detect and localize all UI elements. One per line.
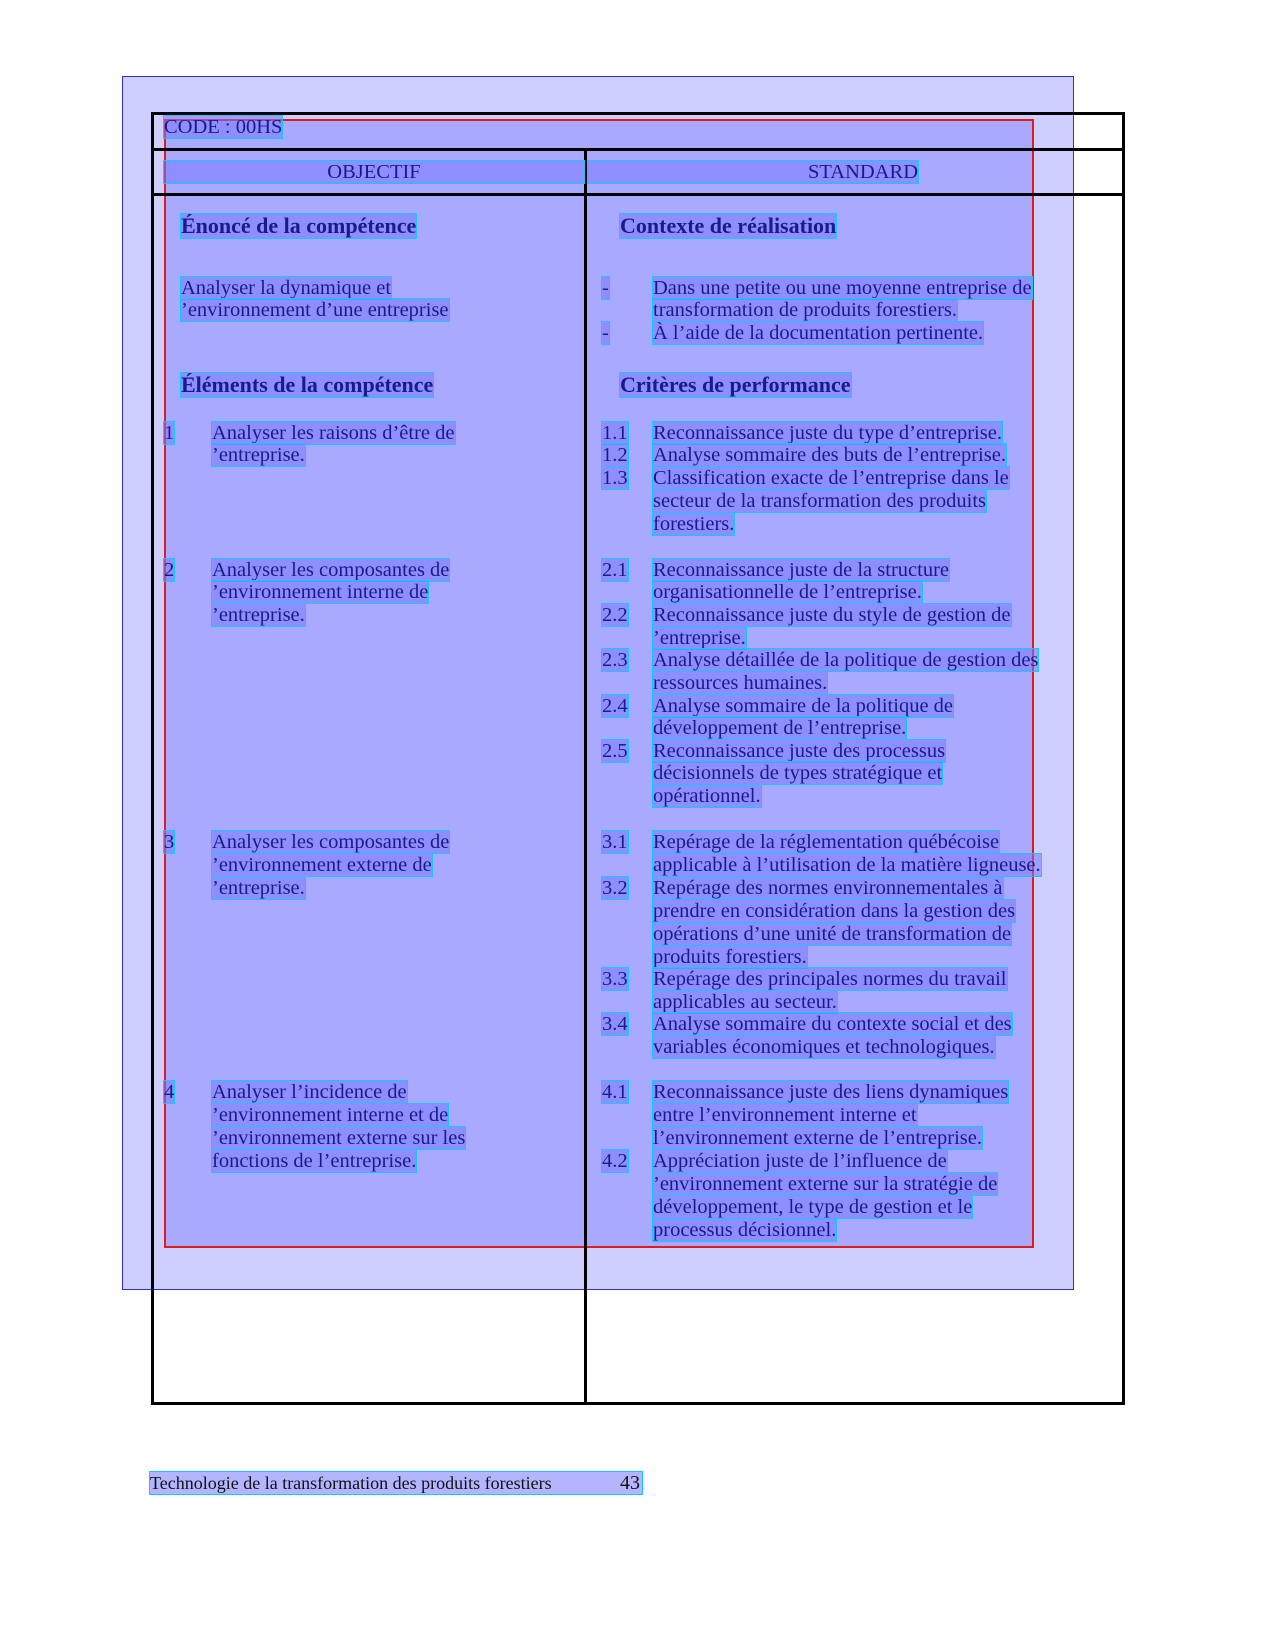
critere-number: 1.3 [602, 467, 628, 489]
element-line: Analyser les composantes de [212, 559, 450, 581]
critere-line: Analyse sommaire des buts de l’entreprise. [653, 444, 1006, 466]
element-line: Analyser les raisons d’être de [212, 422, 455, 444]
critere-number: 3.1 [602, 831, 628, 853]
critere-line: opérationnel. [653, 785, 761, 807]
page-number: 43 [620, 1472, 640, 1494]
critere-line: forestiers. [653, 513, 735, 535]
critere-line: Repérage de la réglementation québécoise [653, 831, 1000, 853]
element-line: ’environnement interne et de [212, 1104, 449, 1126]
contexte-line: À l’aide de la documentation pertinente. [653, 322, 984, 344]
critere-line: applicables au secteur. [653, 991, 837, 1013]
critere-number: 1.1 [602, 422, 628, 444]
critere-line: décisionnels de types stratégique et [653, 762, 943, 784]
critere-number: 4.1 [602, 1081, 628, 1103]
critere-number: 2.2 [602, 604, 628, 626]
critere-line: secteur de la transformation des produits [653, 490, 987, 512]
critere-line: Classification exacte de l’entreprise dans le [653, 467, 1009, 489]
table-column-divider [584, 148, 587, 1405]
critere-line: organisationnelle de l’entreprise. [653, 581, 922, 603]
critere-line: Reconnaissance juste du type d’entreprise. [653, 422, 1002, 444]
critere-line: ressources humaines. [653, 672, 828, 694]
table-rule-code [151, 148, 1125, 151]
header-standard: STANDARD [588, 161, 918, 183]
table-rule-header [151, 193, 1125, 196]
critere-line: l’environnement externe de l’entreprise. [653, 1127, 982, 1149]
footer-title: Technologie de la transformation des produits forestiers [150, 1473, 552, 1493]
enonce-line-1: Analyser la dynamique et [181, 277, 392, 299]
element-line: fonctions de l’entreprise. [212, 1150, 417, 1172]
critere-line: Reconnaissance juste du style de gestion de [653, 604, 1011, 626]
critere-number: 2.1 [602, 559, 628, 581]
critere-line: prendre en considération dans la gestion des [653, 900, 1016, 922]
critere-line: Reconnaissance juste des processus [653, 740, 946, 762]
critere-number: 3.3 [602, 968, 628, 990]
element-line: ’entreprise. [212, 877, 305, 899]
critere-number: 4.2 [602, 1150, 628, 1172]
critere-line: ’environnement externe sur la stratégie de [653, 1173, 998, 1195]
contexte-bullet: - [602, 322, 609, 344]
critere-number: 3.2 [602, 877, 628, 899]
critere-line: applicable à l’utilisation de la matière ligneuse. [653, 854, 1041, 876]
element-line: Analyser l’incidence de [212, 1081, 407, 1103]
critere-line: opérations d’une unité de transformation de [653, 923, 1012, 945]
critere-number: 3.4 [602, 1013, 628, 1035]
critere-line: processus décisionnel. [653, 1219, 837, 1241]
contexte-title: Contexte de réalisation [620, 213, 837, 238]
element-line: ’environnement externe de [212, 854, 432, 876]
critere-number: 2.3 [602, 649, 628, 671]
critere-number: 2.4 [602, 695, 628, 717]
contexte-line: Dans une petite ou une moyenne entreprise de [653, 277, 1032, 299]
critere-line: Analyse détaillée de la politique de gestion des [653, 649, 1039, 671]
contexte-line: transformation de produits forestiers. [653, 299, 958, 321]
element-number: 3 [164, 831, 175, 853]
element-line: ’entreprise. [212, 604, 305, 626]
critere-line: développement de l’entreprise. [653, 717, 907, 739]
competency-code: CODE : 00HS [164, 116, 283, 138]
element-line: ’environnement interne de [212, 581, 429, 603]
enonce-title: Énoncé de la compétence [181, 213, 417, 238]
element-line: ’entreprise. [212, 444, 305, 466]
elements-title: Éléments de la compétence [181, 372, 434, 397]
critere-number: 1.2 [602, 444, 628, 466]
critere-line: produits forestiers. [653, 946, 807, 968]
critere-line: Appréciation juste de l’influence de [653, 1150, 947, 1172]
critere-number: 2.5 [602, 740, 628, 762]
critere-line: Repérage des normes environnementales à [653, 877, 1003, 899]
enonce-line-2: ’environnement d’une entreprise [181, 299, 449, 321]
element-number: 1 [164, 422, 175, 444]
element-line: Analyser les composantes de [212, 831, 450, 853]
critere-line: Analyse sommaire du contexte social et des [653, 1013, 1012, 1035]
element-number: 2 [164, 559, 175, 581]
page-footer [150, 1472, 642, 1494]
element-number: 4 [164, 1081, 175, 1103]
critere-line: Reconnaissance juste de la structure [653, 559, 949, 581]
element-line: ’environnement externe sur les [212, 1127, 466, 1149]
critere-line: entre l’environnement interne et [653, 1104, 917, 1126]
critere-line: ’entreprise. [653, 627, 746, 649]
criteres-title: Critères de performance [620, 372, 851, 397]
critere-line: Repérage des principales normes du travail [653, 968, 1007, 990]
critere-line: variables économiques et technologiques. [653, 1036, 995, 1058]
contexte-bullet: - [602, 277, 609, 299]
critere-line: Analyse sommaire de la politique de [653, 695, 954, 717]
header-objectif: OBJECTIF [164, 161, 584, 183]
critere-line: développement, le type de gestion et le [653, 1196, 973, 1218]
critere-line: Reconnaissance juste des liens dynamiques [653, 1081, 1009, 1103]
